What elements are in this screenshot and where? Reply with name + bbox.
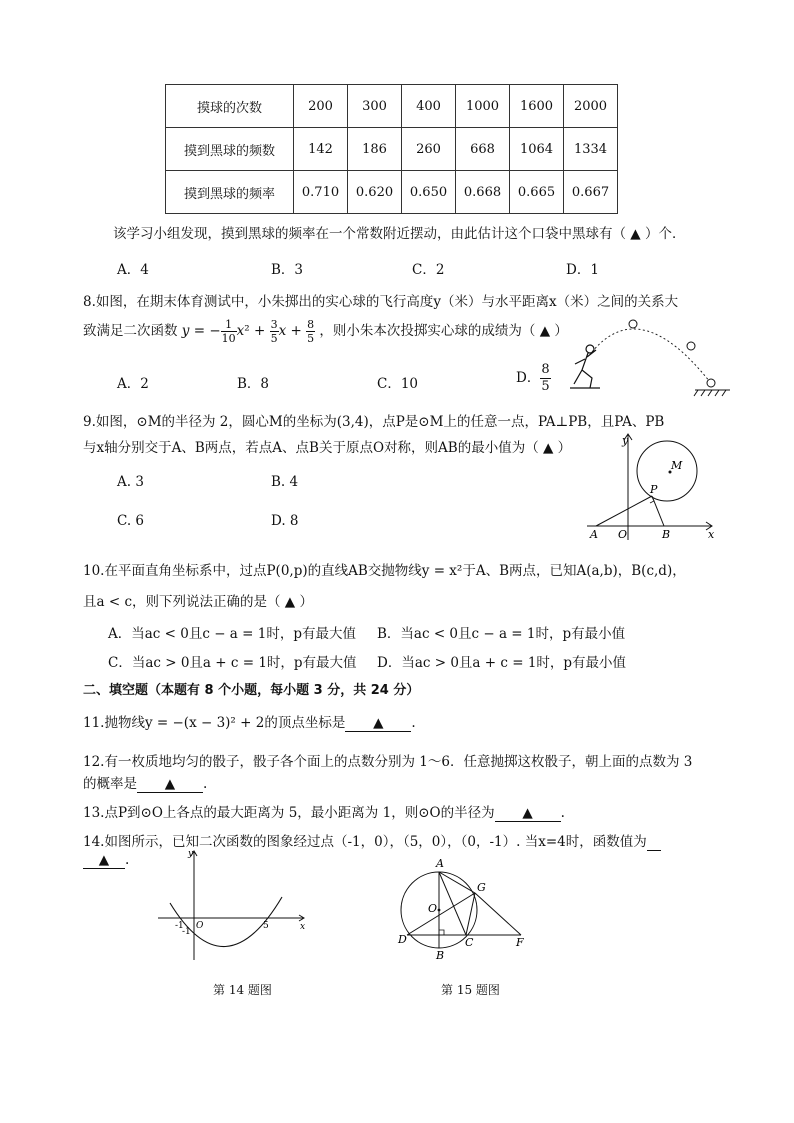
q9-option-d: D. 8 <box>271 513 299 529</box>
q11-stem: 11.抛物线y = −(x − 3)² + 2的顶点坐标是 <box>83 715 346 731</box>
q10-option-d: D．当ac > 0且a + c = 1时，p有最小值 <box>377 655 627 671</box>
q13-period: . <box>560 805 565 821</box>
q14-line2 <box>83 852 129 869</box>
frequency-table <box>165 84 618 214</box>
fig15-caption: 第 15 题图 <box>441 983 500 997</box>
table-cell: 400 <box>402 85 456 128</box>
q8-option-d: D． $\frac{8}{5}$ <box>516 362 550 394</box>
fig14-label-o: O <box>196 921 204 931</box>
q12-stem: 的概率是 <box>83 776 137 792</box>
table-cell: 300 <box>348 85 402 128</box>
fig15-label-g: G <box>477 881 486 894</box>
fig15-label-f: F <box>516 936 524 949</box>
fig15-label-b: B <box>436 949 445 962</box>
table-cell: 0.710 <box>294 171 348 214</box>
fig15-label-a: A <box>436 857 444 870</box>
fig14-label-y: y <box>188 849 194 859</box>
table-cell: 142 <box>294 128 348 171</box>
q8-equation: y = − $\frac{1}{10}$ x² + $\frac{3}{5}$ x + $\frac{8}{5}$ <box>181 318 315 345</box>
q7-option-d: D．1 <box>566 262 599 278</box>
table-row <box>166 128 618 171</box>
table-row <box>166 85 618 128</box>
q12-line2 <box>83 772 207 793</box>
table-cell: 186 <box>348 128 402 171</box>
q9-stem-line1: 9.如图，⊙M的半径为 2，圆心M的坐标为(3,4)，点P是⊙M上的任意一点，PA⊥PB，且PA、PB <box>83 414 665 430</box>
q12-period: . <box>203 776 208 792</box>
table-cell: 2000 <box>564 85 618 128</box>
fig14-label-negy: -1 <box>182 927 191 937</box>
fig14-label-x: x <box>300 922 306 932</box>
parabola-figure <box>150 845 310 965</box>
q8-stem-line1: 8.如图，在期末体育测试中，小朱掷出的实心球的飞行高度y（米）与水平距离x（米）之间的关系大 <box>83 294 679 310</box>
table-cell: 1064 <box>510 128 564 171</box>
q14-answer-blank[interactable]: ▲ <box>83 852 125 869</box>
table-cell: 260 <box>402 128 456 171</box>
row-header: 摸球的次数 <box>166 85 294 128</box>
q9-option-b: B. 4 <box>271 474 299 490</box>
q10-stem-line1: 10.在平面直角坐标系中，过点P(0,p)的直线AB交抛物线y = x²于A、B两点，已知A(a,b)，B(c,d)， <box>83 563 686 579</box>
q10-option-b: B．当ac < 0且c − a = 1时，p有最小值 <box>377 626 626 642</box>
q12-line1: 12.有一枚质地均匀的骰子，骰子各个面上的点数分别为 1～6．任意抛掷这枚骰子，朝上面的点数为 3 <box>83 754 693 770</box>
q14-stem: 14.如图所示，已知二次函数的图象经过点（-1，0），（5，0），（0，-1）. 当x=4时，函数值为 <box>83 834 647 850</box>
q9-label-o: O <box>618 528 628 541</box>
q9-stem-line2: 与x轴分别交于A、B两点，若点A、点B关于原点O对称，则AB的最小值为（ ▲ ） <box>83 440 572 456</box>
q8-stem-prefix: 致满足二次函数 <box>83 323 178 339</box>
q9-label-p: P <box>650 483 658 496</box>
q13 <box>83 801 565 822</box>
q8-option-d-label: D． <box>516 370 541 386</box>
table-cell: 0.620 <box>348 171 402 214</box>
shotput-figure <box>560 312 730 398</box>
q8-option-c: C．10 <box>377 376 419 392</box>
q9-label-b: B <box>662 528 671 541</box>
q7-option-a: A．4 <box>117 262 149 278</box>
table-cell: 200 <box>294 85 348 128</box>
fig14-label-5: 5 <box>263 921 269 931</box>
table-cell: 0.667 <box>564 171 618 214</box>
q8-option-a: A．2 <box>117 376 149 392</box>
q9-option-a: A. 3 <box>117 474 144 490</box>
q11-answer-blank[interactable]: ▲ <box>345 715 411 732</box>
row-header: 摸到黑球的频率 <box>166 171 294 214</box>
table-cell: 1600 <box>510 85 564 128</box>
table-cell: 1000 <box>456 85 510 128</box>
q11-period: . <box>411 715 416 731</box>
table-row <box>166 171 618 214</box>
q14-period: . <box>125 852 130 868</box>
row-header: 摸到黑球的频数 <box>166 128 294 171</box>
fig15-label-o: O <box>428 902 438 915</box>
fig14-label-neg1: -1 <box>175 921 184 931</box>
q7-option-b: B．3 <box>271 262 304 278</box>
table-cell: 0.650 <box>402 171 456 214</box>
q7-stem: 该学习小组发现，摸到黑球的频率在一个常数附近摆动，由此估计这个口袋中黑球有（ ▲ ）个． <box>113 226 686 242</box>
q8-stem-line2 <box>83 318 568 345</box>
q8-option-b: B．8 <box>237 376 270 392</box>
table-cell: 1334 <box>564 128 618 171</box>
table-cell: 668 <box>456 128 510 171</box>
q10-stem-line2: 且a < c，则下列说法正确的是（ ▲ ） <box>83 594 313 610</box>
q9-label-a: A <box>590 528 598 541</box>
q10-option-c: C．当ac > 0且a + c = 1时，p有最大值 <box>108 655 357 671</box>
section-heading: 二、填空题（本题有 8 个小题，每小题 3 分，共 24 分） <box>83 683 420 698</box>
fig15-label-c: C <box>465 936 474 949</box>
circle-geometry-figure <box>395 855 535 963</box>
q9-option-c: C. 6 <box>117 513 145 529</box>
q8-stem-suffix: ，则小朱本次投掷实心球的成绩为（ ▲ ） <box>319 323 568 339</box>
q9-label-m: M <box>671 459 683 472</box>
q11 <box>83 711 416 732</box>
fig15-label-d: D <box>398 933 407 946</box>
circle-m-figure <box>582 430 722 545</box>
q7-option-c: C．2 <box>412 262 445 278</box>
table-cell: 0.665 <box>510 171 564 214</box>
q9-label-x: x <box>708 528 715 541</box>
q13-answer-blank[interactable]: ▲ <box>495 805 561 822</box>
table-cell: 0.668 <box>456 171 510 214</box>
q10-option-a: A．当ac < 0且c − a = 1时，p有最大值 <box>108 626 356 642</box>
q13-stem: 13.点P到⊙O上各点的最大距离为 5，最小距离为 1，则⊙O的半径为 <box>83 805 495 821</box>
q9-label-y: y <box>622 434 629 447</box>
fig14-caption: 第 14 题图 <box>213 983 272 997</box>
q12-answer-blank[interactable]: ▲ <box>137 776 203 793</box>
